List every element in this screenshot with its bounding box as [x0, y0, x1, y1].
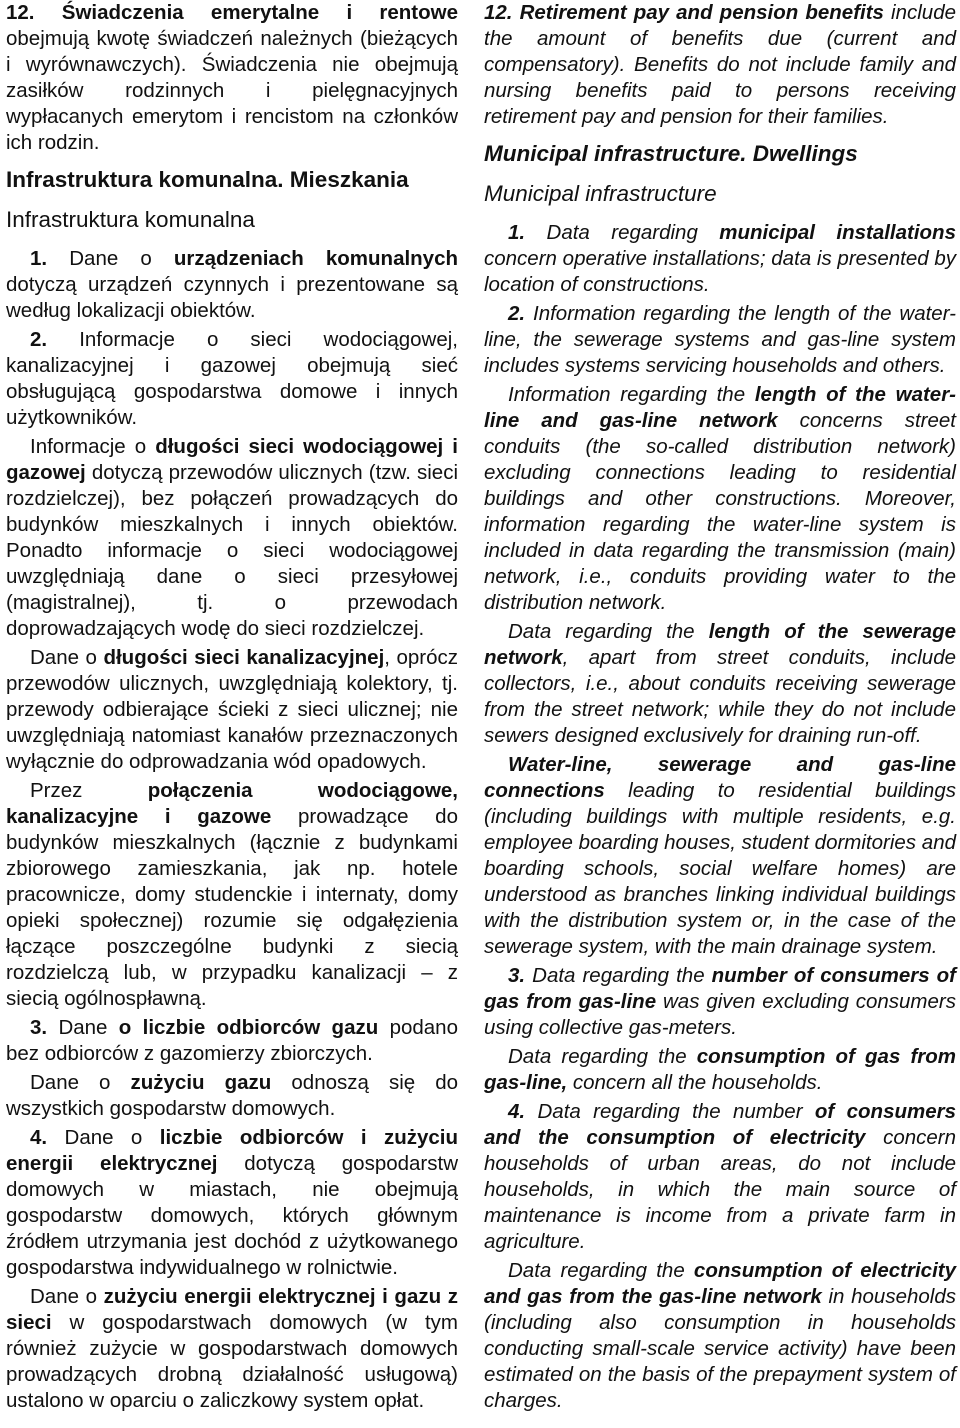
en-para-7-text: concern all the households. [572, 1071, 823, 1094]
en-section-12-body: include the amount of benefits due (current and compensatory). Benefits do not include family and nursing benefits paid to persons receiving retirement pay and pension for their families. [484, 1, 957, 128]
pl-para-7-term: zużyciu gazu [130, 1071, 272, 1094]
en-section-12-number: 12. [484, 1, 513, 24]
en-para-2 [484, 301, 956, 379]
en-para-7 [484, 1044, 956, 1096]
en-para-1 [484, 220, 956, 298]
en-section-12 [484, 0, 956, 130]
en-para-5-text: leading to residential buildings (including buildings with multiple residents, e.g. employee boarding houses, student dormitories and boarding schools, social welfare homes) are understood as branches linking individual buildings with the distribution system or, in the case of the sewerage system, with the main drainage system. [484, 779, 956, 958]
pl-para-7 [6, 1070, 458, 1122]
pl-para-2-text: Informacje o sieci wodociągowej, kanalizacyjnej i gazowej obejmują sieć obsługującą gospodarstwa domowe i innych użytkowników. [6, 328, 458, 429]
pl-para-1 [6, 246, 458, 324]
en-heading: Municipal infrastructure. Dwellings [484, 141, 858, 166]
pl-subheading: Infrastruktura komunalna [6, 207, 255, 232]
en-subheading: Municipal infrastructure [484, 181, 717, 206]
pl-para-1-term: urządzeniach komunalnych [173, 247, 459, 270]
en-para-8-lead: Data regarding the number [537, 1100, 803, 1123]
en-para-6-term: number of consumers of gas from gas-line [484, 964, 956, 1013]
pl-para-8-lead: Dane o [64, 1126, 143, 1149]
pl-para-5 [6, 778, 458, 1012]
pl-para-8 [6, 1125, 458, 1281]
pl-para-6-text: podano bez odbiorców z gazomierzy zbiorczych. [6, 1016, 458, 1065]
en-para-8 [484, 1099, 956, 1255]
pl-para-2 [6, 327, 458, 431]
en-section-12-title: Retirement pay and pension benefits [519, 1, 884, 24]
en-para-8-term: of consumers and the consumption of electricity [484, 1100, 957, 1149]
en-para-1-lead: Data regarding [546, 221, 698, 244]
pl-para-1-text: dotyczą urządzeń czynnych i prezentowane są według lokalizacji obiektów. [6, 273, 458, 322]
en-para-1-text: concern operative installations; data is presented by location of constructions. [484, 247, 956, 296]
en-para-7-lead: Data regarding the [508, 1045, 687, 1068]
pl-para-9-text: w gospodarstwach domowych (w tym również zużycie w gospodarstwach domowych prowadzących drobną działalność usługową) ustalono w oparciu o zaliczkowy system opłat. [6, 1311, 458, 1412]
english-column [484, 0, 956, 1414]
pl-para-5-term: połączenia wodociągowe, kanalizacyjne i gazowe [6, 779, 458, 828]
pl-para-9-lead: Dane o [30, 1285, 98, 1308]
pl-para-8-number: 4. [30, 1126, 48, 1149]
en-para-6 [484, 963, 956, 1041]
pl-para-5-lead: Przez [30, 779, 83, 802]
en-para-7-term: consumption of gas from gas-line, [484, 1045, 957, 1094]
pl-para-7-lead: Dane o [30, 1071, 111, 1094]
en-para-6-number: 3. [508, 964, 526, 987]
pl-section-12-title: Świadczenia emerytalne i rentowe [61, 1, 458, 24]
pl-section-12-number: 12. [6, 1, 35, 24]
en-para-2-text: Information regarding the length of the water-line, the sewerage systems and gas-line system includes systems servicing households and others. [484, 302, 956, 377]
pl-para-4-text: , oprócz przewodów ulicznych, uwzględniają kolektory, tj. przewody odbierające ścieki z sieci ulicznej; nie uwzględniają natomiast kanałów przeznaczonych wyłącznie do odprowadzania wód opadowych. [6, 646, 459, 773]
pl-para-3-lead: Informacje o [30, 435, 147, 458]
en-para-8-number: 4. [508, 1100, 526, 1123]
en-para-5-term: Water-line, sewerage and gas-line connections [484, 753, 956, 802]
en-para-4 [484, 619, 956, 749]
pl-section-12 [6, 0, 458, 156]
pl-para-3 [6, 434, 458, 642]
pl-para-5-text: prowadzące do budynków mieszkalnych (łącznie z budynkami zbiorowego zamieszkania, jak np. hotele pracownicze, domy studenckie i internaty, domy opieki społecznej) rozumie się odgałęzienia łączące poszczególne budynki z siecią rozdzielczą lub, w przypadku kanalizacji – z siecią ogólnospławną. [6, 805, 458, 1010]
polish-column [6, 0, 458, 1414]
en-para-3-lead: Information regarding the [508, 383, 746, 406]
pl-para-6-number: 3. [30, 1016, 48, 1039]
pl-para-6-lead: Dane [58, 1016, 108, 1039]
pl-para-4-lead: Dane o [30, 646, 97, 669]
en-para-4-lead: Data regarding the [508, 620, 695, 643]
en-para-6-lead: Data regarding the [532, 964, 705, 987]
pl-para-4-term: długości sieci kanalizacyjnej [103, 646, 385, 669]
pl-section-12-body: obejmują kwotę świadczeń należnych (bieżących i wyrównawczych). Świadczenia nie obejmują zasiłków rodzinnych i pielęgnacyjnych wypłacanych emerytom i rencistom na członków ich rodzin. [6, 27, 458, 154]
en-para-3-term: length of the water-line and gas-line network [484, 383, 956, 432]
en-para-2-number: 2. [508, 302, 526, 325]
en-para-9-term: consumption of electricity and gas from the gas-line network [484, 1259, 957, 1308]
pl-para-1-number: 1. [30, 247, 48, 270]
en-para-1-term: municipal installations [719, 221, 956, 244]
pl-para-9 [6, 1284, 458, 1414]
en-para-8-text: concern households of urban areas, do not include households, in which the main source of maintenance is income from a private farm in agriculture. [484, 1126, 956, 1253]
en-para-6-text: was given excluding consumers using collective gas-meters. [484, 990, 956, 1039]
pl-para-8-term: liczbie odbiorców i zużyciu energii elektrycznej [6, 1126, 458, 1175]
en-para-9-text: in households (including also consumption in households conducting small-scale service activity) have been estimated on the basis of the prepayment system of charges. [484, 1285, 956, 1412]
en-para-3 [484, 382, 956, 616]
pl-para-9-term: zużyciu energii elektrycznej i gazu z sieci [6, 1285, 458, 1334]
en-para-9 [484, 1258, 956, 1414]
en-para-5 [484, 752, 956, 960]
pl-para-6 [6, 1015, 458, 1067]
pl-para-8-text: dotyczą gospodarstw domowych w miastach, nie obejmują gospodarstw domowych, których głównym źródłem utrzymania jest dochód z użytkowanego gospodarstwa indywidualnego w rolnictwie. [6, 1152, 458, 1279]
pl-para-6-term: o liczbie odbiorców gazu [118, 1016, 379, 1039]
en-para-3-text: concerns street conduits (the so-called distribution network) excluding connections leading to residential buildings and other constructions. Moreover, information regarding the water-line system is included in data regarding the transmission (main) network, i.e., conduits providing water to the distribution network. [484, 409, 956, 614]
pl-para-7-text: odnoszą się do wszystkich gospodarstw domowych. [6, 1071, 459, 1120]
pl-para-3-term: długości sieci wodociągowej i gazowej [6, 435, 458, 484]
pl-para-2-number: 2. [30, 328, 48, 351]
en-para-1-number: 1. [508, 221, 526, 244]
pl-para-3-text: dotyczą przewodów ulicznych (tzw. sieci rozdzielczej), bez połączeń prowadzących do budynków mieszkalnych i innych obiektów. Ponadto informacje o sieci wodociągowej uwzględniają dane o sieci przesyłowej (magistralnej), tj. o przewodach doprowadzających wodę do sieci rozdzielczej. [6, 461, 458, 640]
en-para-9-lead: Data regarding the [508, 1259, 685, 1282]
pl-para-1-lead: Dane o [69, 247, 152, 270]
pl-para-4 [6, 645, 458, 775]
pl-heading: Infrastruktura komunalna. Mieszkania [6, 167, 409, 192]
en-para-4-text: , apart from street conduits, include collectors, i.e., about conduits receiving sewerage from the street network; while they do not include sewers designed exclusively for draining run-off. [484, 646, 956, 747]
en-para-4-term: length of the sewerage network [484, 620, 956, 669]
